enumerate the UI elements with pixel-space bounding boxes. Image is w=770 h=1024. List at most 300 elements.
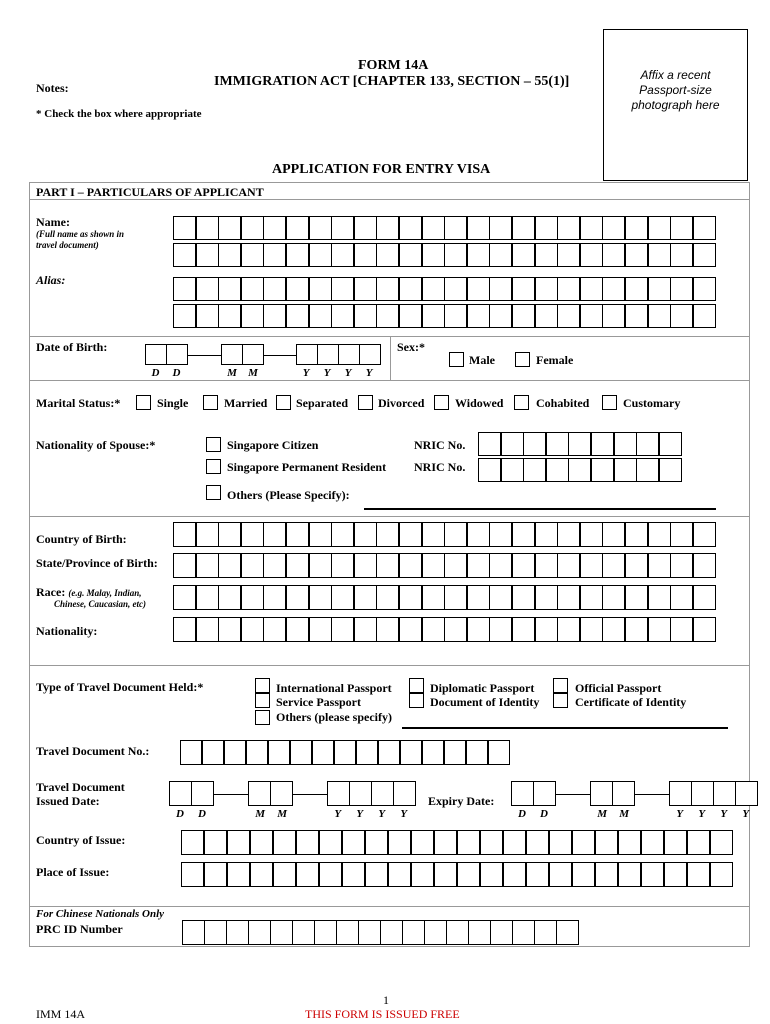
char-cell[interactable] [422,277,445,301]
char-cell[interactable] [173,277,196,301]
char-cell[interactable] [180,740,202,765]
char-cell[interactable] [227,862,250,887]
char-cell[interactable] [457,862,480,887]
char-cell[interactable] [557,553,580,578]
official-passport-checkbox[interactable] [553,678,568,693]
char-cell[interactable] [241,553,264,578]
male-checkbox[interactable] [449,352,464,367]
date-digit-cell[interactable] [371,781,394,806]
char-cell[interactable] [687,862,710,887]
char-cell[interactable] [512,277,535,301]
char-cell[interactable] [376,243,399,267]
char-cell[interactable] [648,304,671,328]
date-digit-cell[interactable] [145,344,167,365]
char-cell[interactable] [286,585,309,610]
doc-of-identity-checkbox[interactable] [409,693,424,708]
char-cell[interactable] [173,216,196,240]
divorced-checkbox[interactable] [358,395,373,410]
char-cell[interactable] [331,553,354,578]
char-cell[interactable] [526,830,549,855]
char-cell[interactable] [602,304,625,328]
char-cell[interactable] [478,432,501,456]
separated-checkbox[interactable] [276,395,291,410]
char-cell[interactable] [399,553,422,578]
char-cell[interactable] [501,458,524,482]
char-cell[interactable] [664,830,687,855]
char-cell[interactable] [331,216,354,240]
char-cell[interactable] [535,553,558,578]
char-cell[interactable] [556,920,579,945]
char-cell[interactable] [173,522,196,547]
char-cell[interactable] [625,617,648,642]
char-cell[interactable] [204,862,227,887]
date-digit-cell[interactable] [327,781,350,806]
char-cell[interactable] [466,740,488,765]
char-cell[interactable] [331,304,354,328]
date-digit-cell[interactable] [511,781,534,806]
char-cell[interactable] [468,920,491,945]
char-cell[interactable] [480,830,503,855]
char-cell[interactable] [204,830,227,855]
char-cell[interactable] [422,304,445,328]
char-cell[interactable] [173,304,196,328]
char-cell[interactable] [286,617,309,642]
char-cell[interactable] [467,304,490,328]
char-cell[interactable] [354,585,377,610]
char-cell[interactable] [546,432,569,456]
char-cell[interactable] [489,243,512,267]
td-others-line[interactable] [402,727,728,729]
char-cell[interactable] [710,830,733,855]
char-cell[interactable] [625,585,648,610]
char-cell[interactable] [331,522,354,547]
char-cell[interactable] [263,243,286,267]
char-cell[interactable] [572,830,595,855]
char-cell[interactable] [618,862,641,887]
char-cell[interactable] [489,617,512,642]
char-cell[interactable] [354,243,377,267]
service-passport-checkbox[interactable] [255,693,270,708]
char-cell[interactable] [402,920,425,945]
char-cell[interactable] [399,522,422,547]
char-cell[interactable] [309,277,332,301]
char-cell[interactable] [557,277,580,301]
char-cell[interactable] [378,740,400,765]
char-cell[interactable] [331,277,354,301]
char-cell[interactable] [250,830,273,855]
char-cell[interactable] [434,830,457,855]
date-digit-cell[interactable] [612,781,635,806]
char-cell[interactable] [693,304,716,328]
char-cell[interactable] [268,740,290,765]
char-cell[interactable] [342,862,365,887]
char-cell[interactable] [399,277,422,301]
date-digit-cell[interactable] [169,781,192,806]
char-cell[interactable] [534,920,557,945]
char-cell[interactable] [411,830,434,855]
char-cell[interactable] [241,585,264,610]
char-cell[interactable] [263,585,286,610]
char-cell[interactable] [535,522,558,547]
char-cell[interactable] [614,458,637,482]
char-cell[interactable] [309,243,332,267]
char-cell[interactable] [602,617,625,642]
date-digit-cell[interactable] [296,344,318,365]
char-cell[interactable] [388,862,411,887]
char-cell[interactable] [625,216,648,240]
char-cell[interactable] [595,862,618,887]
char-cell[interactable] [444,740,466,765]
char-cell[interactable] [314,920,337,945]
char-cell[interactable] [625,243,648,267]
char-cell[interactable] [489,277,512,301]
char-cell[interactable] [687,830,710,855]
char-cell[interactable] [446,920,469,945]
date-digit-cell[interactable] [669,781,692,806]
char-cell[interactable] [309,617,332,642]
char-cell[interactable] [399,243,422,267]
char-cell[interactable] [467,617,490,642]
char-cell[interactable] [580,216,603,240]
date-digit-cell[interactable] [735,781,758,806]
char-cell[interactable] [478,458,501,482]
char-cell[interactable] [693,243,716,267]
char-cell[interactable] [399,585,422,610]
char-cell[interactable] [546,458,569,482]
char-cell[interactable] [204,920,227,945]
char-cell[interactable] [557,216,580,240]
char-cell[interactable] [467,522,490,547]
char-cell[interactable] [286,216,309,240]
char-cell[interactable] [670,617,693,642]
char-cell[interactable] [664,862,687,887]
char-cell[interactable] [670,277,693,301]
char-cell[interactable] [457,830,480,855]
cohabited-checkbox[interactable] [514,395,529,410]
char-cell[interactable] [263,522,286,547]
char-cell[interactable] [580,277,603,301]
char-cell[interactable] [196,243,219,267]
char-cell[interactable] [376,277,399,301]
char-cell[interactable] [358,920,381,945]
date-digit-cell[interactable] [590,781,613,806]
char-cell[interactable] [218,522,241,547]
char-cell[interactable] [444,585,467,610]
char-cell[interactable] [422,522,445,547]
char-cell[interactable] [218,585,241,610]
char-cell[interactable] [444,304,467,328]
char-cell[interactable] [354,277,377,301]
char-cell[interactable] [263,617,286,642]
char-cell[interactable] [648,216,671,240]
char-cell[interactable] [218,243,241,267]
char-cell[interactable] [196,617,219,642]
customary-checkbox[interactable] [602,395,617,410]
char-cell[interactable] [319,862,342,887]
char-cell[interactable] [411,862,434,887]
char-cell[interactable] [376,585,399,610]
char-cell[interactable] [224,740,246,765]
char-cell[interactable] [602,522,625,547]
char-cell[interactable] [549,830,572,855]
char-cell[interactable] [648,522,671,547]
char-cell[interactable] [557,617,580,642]
char-cell[interactable] [467,553,490,578]
char-cell[interactable] [670,553,693,578]
char-cell[interactable] [241,243,264,267]
char-cell[interactable] [670,216,693,240]
char-cell[interactable] [625,522,648,547]
char-cell[interactable] [292,920,315,945]
char-cell[interactable] [710,862,733,887]
date-digit-cell[interactable] [191,781,214,806]
char-cell[interactable] [636,432,659,456]
char-cell[interactable] [557,522,580,547]
char-cell[interactable] [173,585,196,610]
td-others-checkbox[interactable] [255,710,270,725]
char-cell[interactable] [535,277,558,301]
char-cell[interactable] [263,277,286,301]
char-cell[interactable] [641,830,664,855]
char-cell[interactable] [490,920,513,945]
char-cell[interactable] [196,585,219,610]
char-cell[interactable] [549,862,572,887]
female-checkbox[interactable] [515,352,530,367]
date-digit-cell[interactable] [221,344,243,365]
char-cell[interactable] [399,216,422,240]
char-cell[interactable] [365,830,388,855]
char-cell[interactable] [182,920,205,945]
char-cell[interactable] [336,920,359,945]
char-cell[interactable] [602,216,625,240]
char-cell[interactable] [376,522,399,547]
char-cell[interactable] [670,585,693,610]
char-cell[interactable] [286,243,309,267]
char-cell[interactable] [354,617,377,642]
date-digit-cell[interactable] [393,781,416,806]
char-cell[interactable] [273,862,296,887]
char-cell[interactable] [693,553,716,578]
char-cell[interactable] [591,432,614,456]
char-cell[interactable] [286,304,309,328]
char-cell[interactable] [248,920,271,945]
char-cell[interactable] [591,458,614,482]
char-cell[interactable] [380,920,403,945]
char-cell[interactable] [246,740,268,765]
char-cell[interactable] [444,243,467,267]
char-cell[interactable] [693,216,716,240]
char-cell[interactable] [218,553,241,578]
char-cell[interactable] [602,243,625,267]
date-digit-cell[interactable] [317,344,339,365]
char-cell[interactable] [400,740,422,765]
char-cell[interactable] [523,458,546,482]
char-cell[interactable] [218,304,241,328]
char-cell[interactable] [512,553,535,578]
char-cell[interactable] [580,553,603,578]
char-cell[interactable] [263,553,286,578]
char-cell[interactable] [424,920,447,945]
char-cell[interactable] [641,862,664,887]
char-cell[interactable] [296,862,319,887]
char-cell[interactable] [693,277,716,301]
char-cell[interactable] [614,432,637,456]
char-cell[interactable] [670,304,693,328]
char-cell[interactable] [354,216,377,240]
char-cell[interactable] [422,617,445,642]
char-cell[interactable] [444,522,467,547]
char-cell[interactable] [535,243,558,267]
char-cell[interactable] [568,458,591,482]
char-cell[interactable] [693,522,716,547]
char-cell[interactable] [636,458,659,482]
char-cell[interactable] [290,740,312,765]
char-cell[interactable] [241,277,264,301]
char-cell[interactable] [312,740,334,765]
char-cell[interactable] [273,830,296,855]
char-cell[interactable] [331,243,354,267]
spouse-others-line[interactable] [364,508,716,510]
date-digit-cell[interactable] [242,344,264,365]
char-cell[interactable] [618,830,641,855]
char-cell[interactable] [202,740,224,765]
char-cell[interactable] [218,277,241,301]
char-cell[interactable] [512,522,535,547]
char-cell[interactable] [693,585,716,610]
char-cell[interactable] [342,830,365,855]
char-cell[interactable] [422,243,445,267]
char-cell[interactable] [489,553,512,578]
char-cell[interactable] [365,862,388,887]
char-cell[interactable] [263,216,286,240]
char-cell[interactable] [319,830,342,855]
char-cell[interactable] [670,243,693,267]
char-cell[interactable] [625,277,648,301]
char-cell[interactable] [659,458,682,482]
married-checkbox[interactable] [203,395,218,410]
char-cell[interactable] [331,617,354,642]
char-cell[interactable] [602,585,625,610]
char-cell[interactable] [526,862,549,887]
spouse-pr-checkbox[interactable] [206,459,221,474]
char-cell[interactable] [399,304,422,328]
char-cell[interactable] [595,830,618,855]
char-cell[interactable] [422,740,444,765]
char-cell[interactable] [376,553,399,578]
date-digit-cell[interactable] [359,344,381,365]
char-cell[interactable] [309,522,332,547]
char-cell[interactable] [196,522,219,547]
date-digit-cell[interactable] [166,344,188,365]
date-digit-cell[interactable] [248,781,271,806]
date-digit-cell[interactable] [713,781,736,806]
char-cell[interactable] [670,522,693,547]
char-cell[interactable] [422,553,445,578]
char-cell[interactable] [580,585,603,610]
char-cell[interactable] [580,522,603,547]
char-cell[interactable] [480,862,503,887]
char-cell[interactable] [467,277,490,301]
char-cell[interactable] [196,216,219,240]
char-cell[interactable] [444,553,467,578]
char-cell[interactable] [376,304,399,328]
char-cell[interactable] [523,432,546,456]
date-digit-cell[interactable] [691,781,714,806]
char-cell[interactable] [376,216,399,240]
char-cell[interactable] [376,617,399,642]
char-cell[interactable] [503,862,526,887]
char-cell[interactable] [625,553,648,578]
char-cell[interactable] [512,216,535,240]
char-cell[interactable] [227,830,250,855]
char-cell[interactable] [648,277,671,301]
char-cell[interactable] [648,243,671,267]
char-cell[interactable] [444,617,467,642]
char-cell[interactable] [568,432,591,456]
char-cell[interactable] [488,740,510,765]
char-cell[interactable] [309,553,332,578]
char-cell[interactable] [388,830,411,855]
char-cell[interactable] [196,304,219,328]
char-cell[interactable] [503,830,526,855]
spouse-others-checkbox[interactable] [206,485,221,500]
char-cell[interactable] [354,553,377,578]
char-cell[interactable] [444,216,467,240]
char-cell[interactable] [512,920,535,945]
char-cell[interactable] [625,304,648,328]
char-cell[interactable] [659,432,682,456]
char-cell[interactable] [286,277,309,301]
date-digit-cell[interactable] [533,781,556,806]
char-cell[interactable] [263,304,286,328]
char-cell[interactable] [196,277,219,301]
char-cell[interactable] [648,585,671,610]
char-cell[interactable] [602,553,625,578]
char-cell[interactable] [580,617,603,642]
char-cell[interactable] [356,740,378,765]
char-cell[interactable] [226,920,249,945]
char-cell[interactable] [512,304,535,328]
char-cell[interactable] [181,862,204,887]
date-digit-cell[interactable] [338,344,360,365]
char-cell[interactable] [580,243,603,267]
char-cell[interactable] [286,522,309,547]
char-cell[interactable] [580,304,603,328]
char-cell[interactable] [489,585,512,610]
char-cell[interactable] [173,617,196,642]
char-cell[interactable] [489,216,512,240]
char-cell[interactable] [535,304,558,328]
char-cell[interactable] [512,617,535,642]
char-cell[interactable] [444,277,467,301]
char-cell[interactable] [181,830,204,855]
char-cell[interactable] [296,830,319,855]
char-cell[interactable] [309,304,332,328]
char-cell[interactable] [535,216,558,240]
char-cell[interactable] [572,862,595,887]
intl-passport-checkbox[interactable] [255,678,270,693]
char-cell[interactable] [602,277,625,301]
char-cell[interactable] [309,216,332,240]
char-cell[interactable] [241,216,264,240]
char-cell[interactable] [512,243,535,267]
char-cell[interactable] [648,617,671,642]
char-cell[interactable] [422,585,445,610]
char-cell[interactable] [334,740,356,765]
diplomatic-passport-checkbox[interactable] [409,678,424,693]
widowed-checkbox[interactable] [434,395,449,410]
char-cell[interactable] [693,617,716,642]
